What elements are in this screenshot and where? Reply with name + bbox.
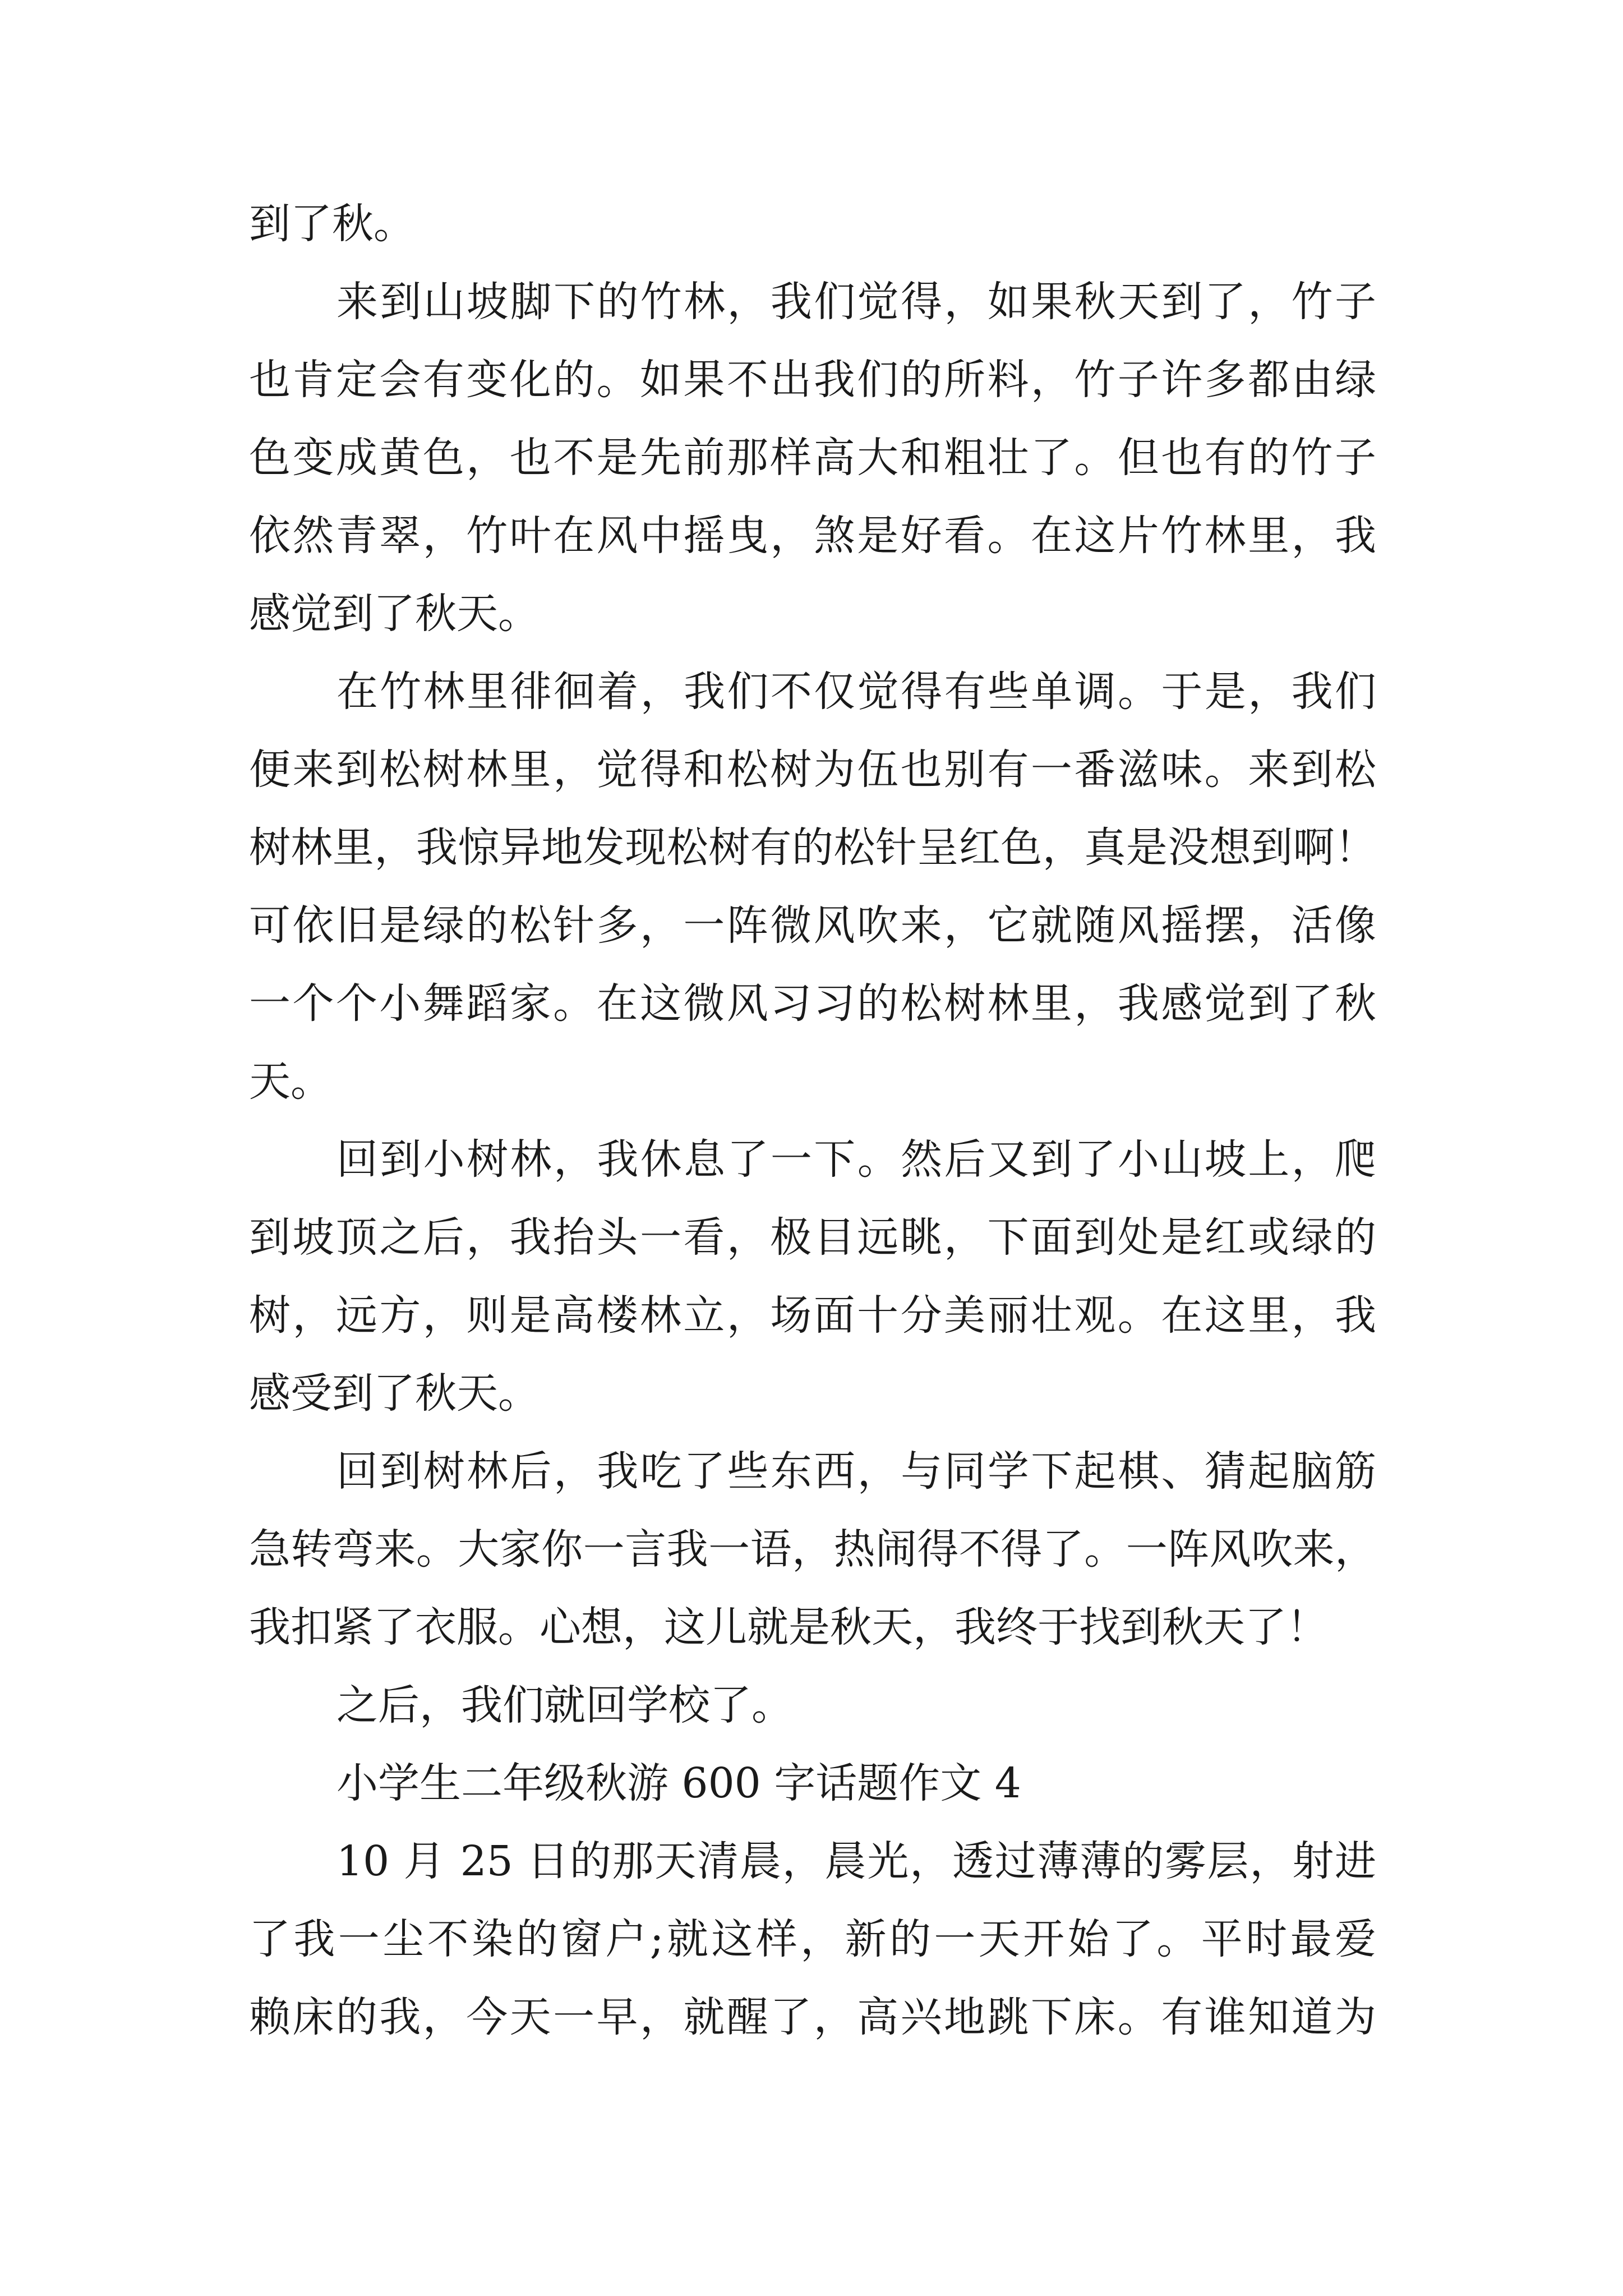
text-line: 赖床的我，今天一早，就醒了，高兴地跳下床。有谁知道为 bbox=[249, 1993, 1376, 2041]
paragraph-first-line: 回到小树林，我休息了一下。然后又到了小山坡上，爬 bbox=[336, 1135, 1376, 1184]
paragraph-first-line: 在竹林里徘徊着，我们不仅觉得有些单调。于是，我们 bbox=[336, 668, 1376, 716]
text-line: 树，远方，则是高楼林立，场面十分美丽壮观。在这里，我 bbox=[249, 1291, 1376, 1340]
text-line: 天。 bbox=[249, 1057, 332, 1106]
text-line: 也肯定会有变化的。如果不出我们的所料，竹子许多都由绿 bbox=[249, 356, 1376, 404]
text-line: 感受到了秋天。 bbox=[249, 1369, 540, 1418]
paragraph-first-line: 来到山坡脚下的竹林，我们觉得，如果秋天到了，竹子 bbox=[336, 278, 1376, 326]
section-title: 小学生二年级秋游 600 字话题作文 4 bbox=[336, 1759, 1021, 1807]
text-line: 一个个小舞蹈家。在这微风习习的松树林里，我感觉到了秋 bbox=[249, 979, 1376, 1028]
text-line: 依然青翠，竹叶在风中摇曳，煞是好看。在这片竹林里，我 bbox=[249, 512, 1376, 560]
text-line: 了我一尘不染的窗户;就这样，新的一天开始了。平时最爱 bbox=[249, 1915, 1376, 1963]
text-line: 树林里，我惊异地发现松树有的松针呈红色，真是没想到啊！ bbox=[249, 823, 1376, 872]
text-line: 到坡顶之后，我抬头一看，极目远眺，下面到处是红或绿的 bbox=[249, 1213, 1376, 1262]
text-line: 我扣紧了衣服。心想，这儿就是秋天，我终于找到秋天了！ bbox=[249, 1603, 1328, 1651]
paragraph-first-line: 10 月 25 日的那天清晨，晨光，透过薄薄的雾层，射进 bbox=[336, 1837, 1376, 1885]
text-line: 色变成黄色，也不是先前那样高大和粗壮了。但也有的竹子 bbox=[249, 434, 1376, 482]
text-line: 可依旧是绿的松针多，一阵微风吹来，它就随风摇摆，活像 bbox=[249, 901, 1376, 950]
paragraph-first-line: 之后，我们就回学校了。 bbox=[336, 1681, 793, 1729]
paragraph-first-line: 回到树林后，我吃了些东西，与同学下起棋、猜起脑筋 bbox=[336, 1447, 1376, 1496]
text-line: 急转弯来。大家你一言我一语，热闹得不得了。一阵风吹来， bbox=[249, 1525, 1376, 1573]
text-line: 到了秋。 bbox=[249, 200, 415, 248]
text-line: 感觉到了秋天。 bbox=[249, 590, 540, 638]
text-line: 便来到松树林里，觉得和松树为伍也别有一番滋味。来到松 bbox=[249, 746, 1376, 794]
document-body bbox=[249, 185, 1376, 2056]
